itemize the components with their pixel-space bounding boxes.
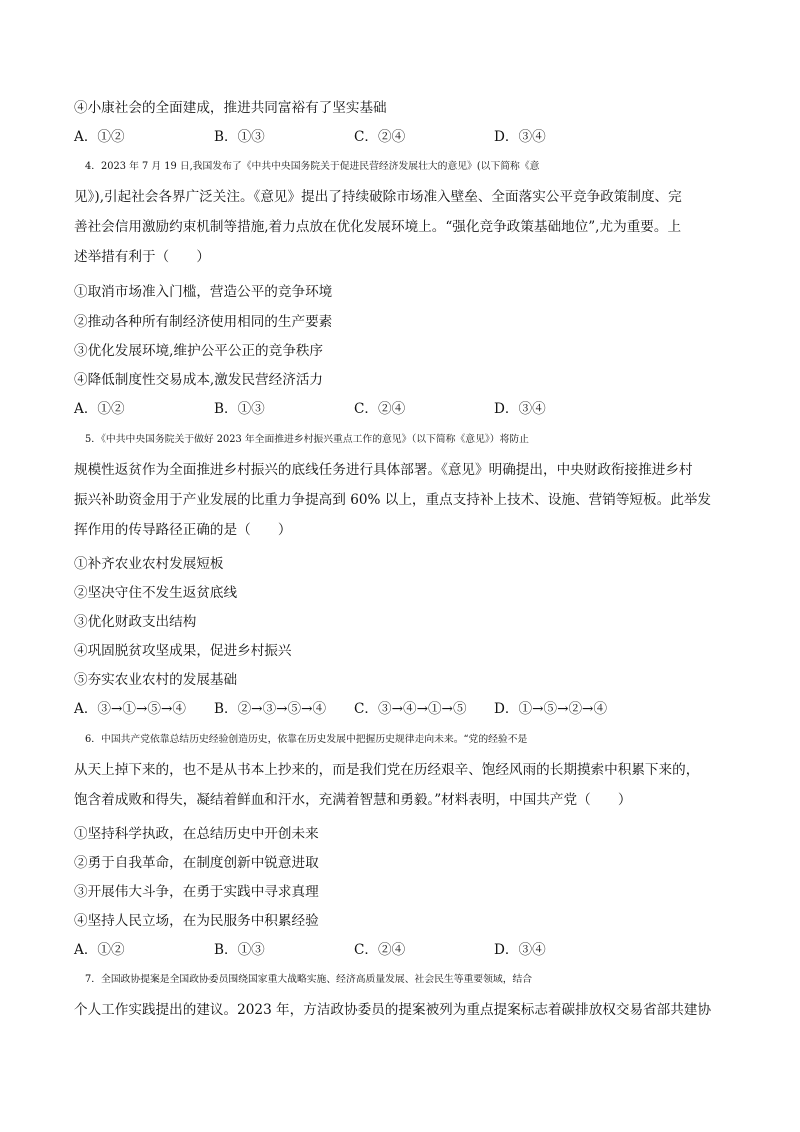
q6-item-4: ④坚持人民立场，在为民服务中积累经验 [74,913,319,929]
q3-option-a[interactable]: A．①② [74,129,125,145]
q3-item-4: ④小康社会的全面建成，推进共同富裕有了坚实基础 [74,100,387,116]
q6-option-b[interactable]: B．①③ [214,942,265,958]
q7-stem-line-1: 7．全国政协提案是全国政协委员围绕国家重大战略实施、经济高质量发展、社会民生等重要领域，结合 [85,974,533,985]
q5-stem-line-1: 5．《中共中央国务院关于做好 2023 年全面推进乡村振兴重点工作的意见》（以下简称《意见》）将防止 [85,434,529,445]
q5-stem-line-3: 振兴补助资金用于产业发展的比重力争提高到 60% 以上，重点支持补上技术、设施、营销等短板。此举发 [74,492,711,508]
q6-stem-line-3: 饱含着成败和得失，凝结着鲜血和汗水，充满着智慧和勇毅。”材料表明，中国共产党（ ） [74,792,632,808]
q6-options [74,941,734,959]
q4-item-3: ③优化发展环境,维护公平公正的竞争秩序 [74,343,324,359]
q5-options [74,700,734,718]
q6-option-a[interactable]: A．①② [74,942,125,958]
q5-item-4: ④巩固脱贫攻坚成果，促进乡村振兴 [74,643,292,659]
q3-options [74,128,734,146]
q5-stem-line-4: 挥作用的传导路径正确的是（ ） [74,522,292,538]
q4-options [74,400,734,418]
q3-option-d[interactable]: D．③④ [494,129,546,145]
q4-stem-line-3: 善社会信用激励约束机制等措施,着力点放在优化发展环境上。“强化竞争政策基础地位”,尤为重要。上 [74,219,682,235]
q5-option-d[interactable]: D．①→⑤→②→④ [494,701,608,717]
q5-item-2: ②坚决守住不发生返贫底线 [74,585,238,601]
q7-stem-line-2: 个人工作实践提出的建议。2023 年，方洁政协委员的提案被列为重点提案标志着碳排放权交易省部共建协 [74,1002,712,1018]
q6-item-2: ②勇于自我革命，在制度创新中锐意进取 [74,855,319,871]
q4-item-4: ④降低制度性交易成本,激发民营经济活力 [74,372,324,388]
q5-option-c[interactable]: C．③→④→①→⑤ [354,701,467,717]
q4-stem-line-1: 4．2023 年 7 月 19 日,我国发布了《中共中央国务院关于促进民营经济发展壮大的意见》(以下简称《意 [85,161,540,172]
q6-option-c[interactable]: C．②④ [354,942,406,958]
q5-item-1: ①补齐农业农村发展短板 [74,556,224,572]
q3-option-c[interactable]: C．②④ [354,129,406,145]
q6-item-3: ③开展伟大斗争，在勇于实践中寻求真理 [74,884,319,900]
q6-option-d[interactable]: D．③④ [494,942,546,958]
q4-stem-line-2: 见》),引起社会各界广泛关注。《意见》提出了持续破除市场准入壁垒、全面落实公平竞争政策制度、完 [74,189,682,205]
q4-option-a[interactable]: A．①② [74,401,125,417]
q6-item-1: ①坚持科学执政，在总结历史中开创未来 [74,826,319,842]
q5-stem-line-2: 规模性返贫作为全面推进乡村振兴的底线任务进行具体部署。《意见》明确提出，中央财政衔接推进乡村 [74,462,693,478]
q4-item-2: ②推动各种所有制经济使用相同的生产要素 [74,314,333,330]
q4-option-c[interactable]: C．②④ [354,401,406,417]
q3-option-b[interactable]: B．①③ [214,129,265,145]
q4-option-b[interactable]: B．①③ [214,401,265,417]
q6-stem-line-1: 6．中国共产党依靠总结历史经验创造历史，依靠在历史发展中把握历史规律走向未来。“党的经验不是 [85,734,528,745]
q5-item-3: ③优化财政支出结构 [74,614,197,630]
q5-option-b[interactable]: B．②→③→⑤→④ [214,701,327,717]
q4-item-1: ①取消市场准入门槛，营造公平的竞争环境 [74,284,333,300]
q4-stem-line-4: 述举措有利于（ ） [74,249,210,265]
q6-stem-line-2: 从天上掉下来的，也不是从书本上抄来的，而是我们党在历经艰辛、饱经风雨的长期摸索中积累下来的， [74,762,700,778]
q5-item-5: ⑤夯实农业农村的发展基础 [74,672,238,688]
q4-option-d[interactable]: D．③④ [494,401,546,417]
q5-option-a[interactable]: A．③→①→⑤→④ [74,701,186,717]
